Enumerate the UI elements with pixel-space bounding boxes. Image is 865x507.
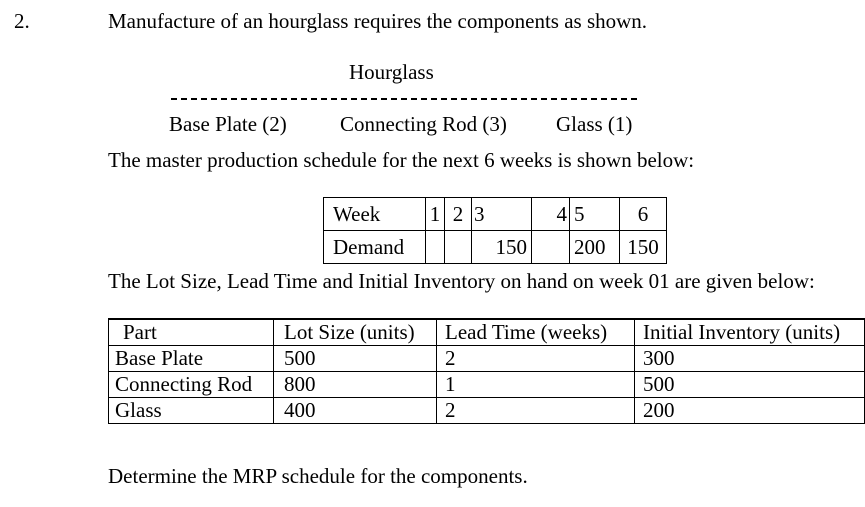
mps-week-cell: 1	[426, 198, 445, 231]
mps-intro-text: The master production schedule for the next 6 weeks is shown below:	[108, 148, 695, 172]
product-tree-dashed-line	[171, 98, 637, 100]
mps-week-cell: 2	[445, 198, 472, 231]
intro-text: Manufacture of an hourglass requires the components as shown.	[108, 9, 648, 33]
initial-inventory-cell: 500	[635, 372, 865, 398]
mps-week-cell: 5	[570, 198, 620, 231]
lead-time-cell: 2	[437, 346, 635, 372]
initial-inventory-cell: 200	[635, 398, 865, 424]
parts-header-row	[109, 319, 865, 346]
lot-size-cell: 400	[274, 398, 437, 424]
lot-size-cell: 500	[274, 346, 437, 372]
header-initial-inventory: Initial Inventory (units)	[635, 319, 865, 346]
component-base-plate: Base Plate (2)	[169, 112, 287, 136]
mps-week-cell: 3	[472, 198, 532, 231]
lot-size-cell: 800	[274, 372, 437, 398]
part-name-cell: Glass	[109, 398, 274, 424]
mps-week-cell: 4	[532, 198, 570, 231]
mps-demand-label: Demand	[324, 231, 426, 264]
mps-demand-row	[324, 231, 667, 264]
question-number: 2.	[14, 9, 30, 33]
mps-table	[323, 197, 667, 264]
mps-demand-cell: 150	[472, 231, 532, 264]
header-part: Part	[109, 319, 274, 346]
table-row	[109, 346, 865, 372]
lot-intro-text: The Lot Size, Lead Time and Initial Inventory on hand on week 01 are given below:	[108, 269, 815, 293]
table-row	[109, 372, 865, 398]
header-lead-time: Lead Time (weeks)	[437, 319, 635, 346]
mps-demand-cell	[445, 231, 472, 264]
closing-instruction: Determine the MRP schedule for the components.	[108, 464, 528, 488]
header-lot-size: Lot Size (units)	[274, 319, 437, 346]
table-row	[109, 398, 865, 424]
product-tree-root: Hourglass	[349, 60, 434, 84]
mps-week-row	[324, 198, 667, 231]
mps-demand-cell	[426, 231, 445, 264]
mps-week-cell: 6	[620, 198, 667, 231]
part-name-cell: Base Plate	[109, 346, 274, 372]
lead-time-cell: 1	[437, 372, 635, 398]
mps-demand-cell: 150	[620, 231, 667, 264]
part-name-cell: Connecting Rod	[109, 372, 274, 398]
component-connecting-rod: Connecting Rod (3)	[340, 112, 507, 136]
lead-time-cell: 2	[437, 398, 635, 424]
parts-table	[108, 318, 865, 424]
initial-inventory-cell: 300	[635, 346, 865, 372]
mps-demand-cell: 200	[570, 231, 620, 264]
mps-demand-cell	[532, 231, 570, 264]
mps-week-label: Week	[324, 198, 426, 231]
component-glass: Glass (1)	[556, 112, 633, 136]
